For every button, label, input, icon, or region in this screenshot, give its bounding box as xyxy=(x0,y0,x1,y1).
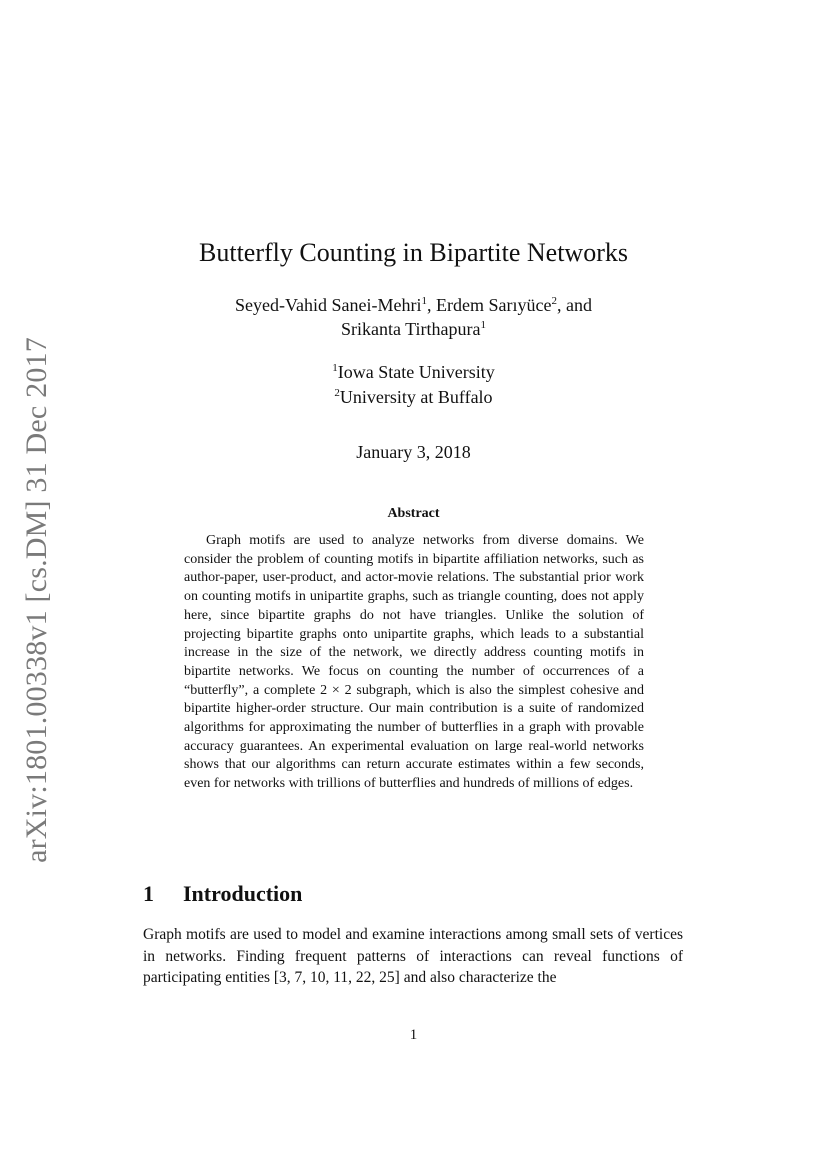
abstract-heading: Abstract xyxy=(387,506,440,521)
arxiv-identifier-stamp xyxy=(12,337,62,863)
author-affiliation-mark: 1 xyxy=(421,295,427,307)
author-list xyxy=(0,293,827,341)
page-number: 1 xyxy=(409,1027,418,1043)
affiliation-item xyxy=(0,360,827,385)
affiliation-name: University at Buffalo xyxy=(339,387,493,407)
abstract-text: Graph motifs are used to analyze networks from diverse domains. We consider the problem of counting motifs in bipartite affiliation networks, such as author-paper, user-product, and actor-movie relations. The substantial prior work on counting motifs in unipartite graphs, such as triangle counting, does not apply here, since bipartite graphs do not have triangles. Unlike the solution of projecting bipartite graphs onto unipartite graphs, which leads to a substantial increase in the size of the network, we directly address counting motifs in bipartite networks. We focus on counting the number of occurrences of a “butterfly”, a complete 2 × 2 subgraph, which is also the simplest cohesive and bipartite higher-order structure. Our main contribution is a suite of randomized algorithms for approximating the number of butterflies in a graph with provable accuracy guarantees. An experimental evaluation on large real-world networks shows that our algorithms can return accurate estimates within a few seconds, even for networks with trillions of butterflies and hundreds of millions of edges. xyxy=(184,533,644,792)
affiliation-mark: 1 xyxy=(332,362,338,374)
author-separator: , and xyxy=(556,295,592,315)
affiliation-list xyxy=(0,360,827,410)
affiliation-item xyxy=(0,385,827,410)
author-affiliation-mark: 1 xyxy=(480,319,486,331)
paper-title: Butterfly Counting in Bipartite Networks xyxy=(199,238,628,267)
author-line-2 xyxy=(0,317,827,341)
affiliation-mark: 2 xyxy=(334,387,340,399)
paper-date: January 3, 2018 xyxy=(356,442,471,462)
arxiv-identifier-text: arXiv:1801.00338v1 [cs.DM] 31 Dec 2017 xyxy=(20,337,54,863)
author-separator: , xyxy=(427,295,436,315)
section-number: 1 xyxy=(143,881,154,906)
author-name: Seyed-Vahid Sanei-Mehri xyxy=(235,295,422,315)
affiliation-name: Iowa State University xyxy=(337,362,495,382)
section-title: Introduction xyxy=(183,881,303,906)
author-name: Srikanta Tirthapura xyxy=(341,319,481,339)
author-line-1 xyxy=(0,293,827,317)
author-affiliation-mark: 2 xyxy=(551,295,557,307)
section-body-text: Graph motifs are used to model and examine interactions among small sets of vertices in networks. Finding frequent patterns of interactions can reveal functions of participating entities [3, 7, 10, 11, 22, 25] and also characterize the xyxy=(143,926,683,986)
author-name: Erdem Sarıyüce xyxy=(436,295,552,315)
section-heading xyxy=(143,879,302,909)
